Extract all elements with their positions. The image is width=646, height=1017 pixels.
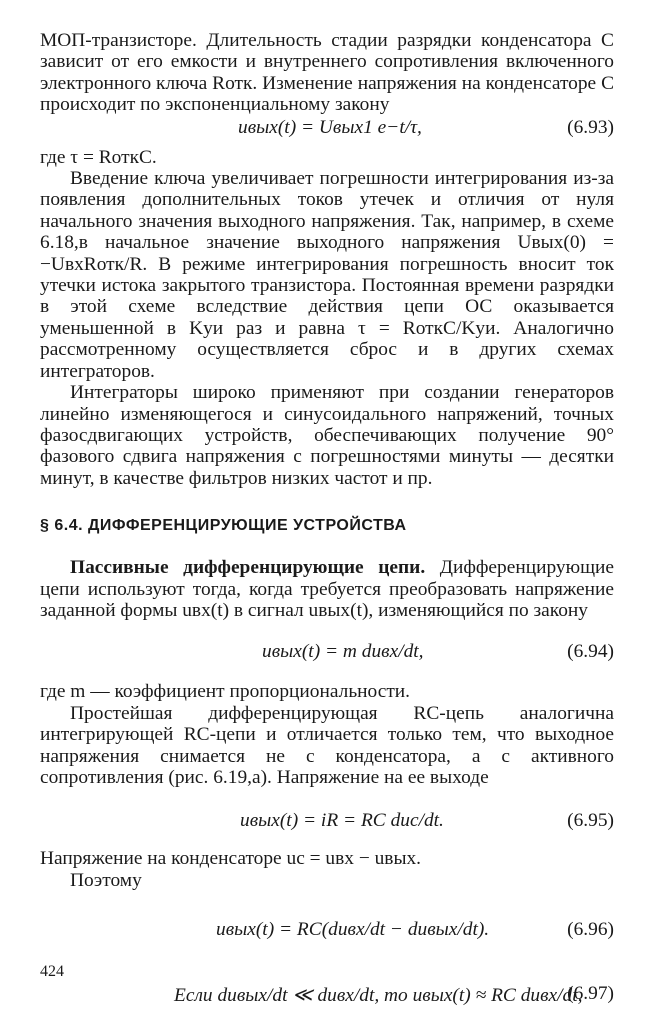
equation-6-96-number: (6.96): [567, 919, 614, 941]
equation-6-94: [40, 633, 614, 675]
equation-6-93-body: uвых(t) = Uвых1 e−t/τ,: [238, 116, 422, 138]
equation-6-94-number: (6.94): [567, 641, 614, 663]
p4-text: Интеграторы широко применяют при создании генераторов линейно изменяющегося и синусоидального напряжений, точных фазосдвигающих устройств, обеспечивающих получение 90° фазового сдвига напряжения с погрешностями минуты — десятки минут, в качестве фильтров низких частот и пр.: [40, 382, 614, 489]
equation-6-94-body: uвых(t) = m duвх/dt,: [262, 641, 424, 663]
paragraph-8: [40, 848, 614, 869]
equation-6-97-number: (6.97): [567, 983, 614, 1005]
spacer: [40, 489, 614, 517]
p8-text: Напряжение на конденсаторе uc = uвх − uвых.: [40, 848, 422, 870]
p5-text: Дифференцирующие цепи используют тогда, когда требуется преобразовать напряжение заданной формы uвх(t) в сигнал uвых(t), изменяющийся по закону: [40, 557, 614, 621]
equation-6-95-number: (6.95): [567, 810, 614, 832]
equation-6-93: [40, 117, 614, 147]
paragraph-4: [40, 382, 614, 489]
equation-6-93-number: (6.93): [567, 116, 614, 138]
p2-text: где τ = RоткC.: [40, 146, 157, 168]
equation-6-95-body: uвых(t) = iR = RC duc/dt.: [240, 810, 444, 832]
equation-6-97-body: Если duвых/dt ≪ duвх/dt, то uвых(t) ≈ RC duвх/dt,: [174, 985, 583, 1007]
paragraph-5: [40, 557, 614, 621]
equation-6-97: [40, 973, 614, 1017]
document-page: [40, 30, 614, 1017]
equation-6-96-body: uвых(t) = RC(duвх/dt − duвых/dt).: [216, 919, 490, 941]
p1-text: МОП-транзисторе. Длительность стадии разрядки конденсатора C зависит от его емкости и внутреннего сопротивления включенного электронного ключа Rотк. Изменение напряжения на конденсаторе C происходит по экспоненциальному закону: [40, 30, 614, 116]
page-number: 424: [40, 963, 64, 980]
paragraph-6: [40, 681, 614, 702]
paragraph-7: [40, 703, 614, 789]
p6-text: где m — коэффициент пропорциональности.: [40, 681, 411, 703]
p5-bold-lead: Пассивные дифференцирующие цепи.: [70, 557, 426, 579]
spacer: [40, 535, 614, 557]
paragraph-3: [40, 168, 614, 382]
section-heading: § 6.4. ДИФФЕРЕНЦИРУЮЩИЕ УСТРОЙСТВА: [40, 517, 407, 535]
equation-6-96: [40, 909, 614, 957]
p3-text: Введение ключа увеличивает погрешности интегрирования из-за появления дополнительных токов утечек и отличия от нуля начального значения выходного напряжения. Так, например, в схеме 6.18,в начальное значение выходного напряжения Uвых(0) = −UвхRотк/R. В режиме интегрирования погрешность вносит ток утечки истока закрытого транзистора. Постоянная времени разрядки в этой схеме вследствие действия цепи ОС оказывается уменьшенной в Kуи раз и равна τ = RоткC/Kуи. Аналогично рассмотренному осуществляется сброс и в других схемах интеграторов.: [40, 168, 614, 382]
paragraph-2: [40, 147, 614, 168]
p7-text: Простейшая дифференцирующая RC-цепь аналогична интегрирующей RC-цепи и отличается только тем, что выходное напряжения снимается не с конденсатора, а с активного сопротивления (рис. 6.19,а). Напряжение на ее выходе: [40, 702, 614, 788]
paragraph-9: [40, 870, 614, 891]
paragraph-1: [40, 30, 614, 116]
p9-text: Поэтому: [70, 869, 142, 891]
equation-6-95: [40, 802, 614, 844]
